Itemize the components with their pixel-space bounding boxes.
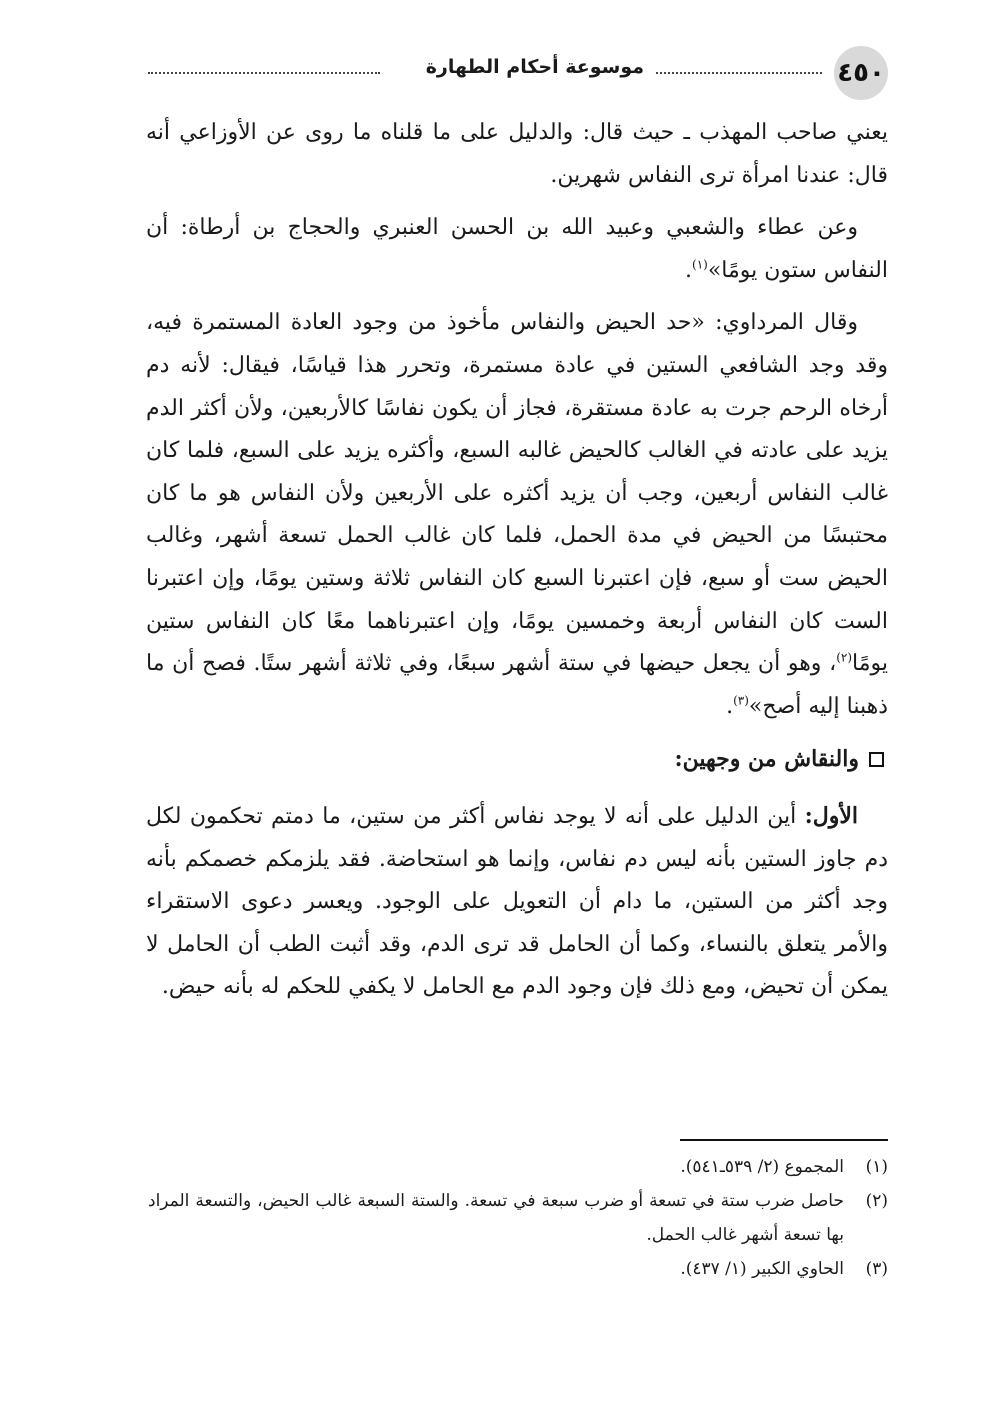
header-dotted-leader-left: [148, 72, 380, 74]
footnote-marker: (٢): [865, 1191, 888, 1211]
footnote-text: المجموع (٢/ ٥٣٩ـ٥٤١).: [680, 1157, 844, 1177]
discussion-heading: [146, 738, 888, 781]
paragraph: [146, 795, 888, 1009]
paragraph-text-continued: ، وهو أن يجعل حيضها في ستة أشهر سبعًا، وفي ثلاثة أشهر ستًا. فصح أن ما ذهبنا إليه أصح»: [146, 651, 888, 719]
footnote-ref[interactable]: (٣): [733, 693, 749, 708]
header-dotted-leader-right: [656, 72, 822, 74]
paragraph-end: .: [726, 693, 734, 719]
paragraph-end: .: [685, 257, 692, 283]
footnote-ref[interactable]: (١): [692, 257, 708, 272]
paragraph: [146, 302, 888, 728]
running-title: موسوعة أحكام الطهارة: [425, 56, 644, 78]
footnote-separator: [680, 1139, 888, 1141]
footnote-marker: (١): [865, 1157, 888, 1177]
discussion-heading-text: والنقاش من وجهين:: [674, 746, 859, 773]
paragraph: [146, 112, 888, 197]
page-header: [148, 46, 888, 98]
footnote-item: [148, 1252, 888, 1286]
paragraph-text: وعن عطاء والشعبي وعبيد الله بن الحسن العنبري والحجاج بن أرطاة: أن النفاس ستون يومًا»: [146, 215, 888, 283]
footnote-item: [148, 1184, 888, 1252]
footnote-text: الحاوي الكبير (١/ ٤٣٧).: [680, 1259, 844, 1279]
page-number-badge: ٤٥٠: [834, 46, 888, 100]
footnote-marker: (٣): [865, 1259, 888, 1279]
checkbox-icon: [869, 752, 884, 767]
paragraph-text: يعني صاحب المهذب ـ حيث قال: والدليل على ما قلناه ما روى عن الأوزاعي أنه قال: عندنا امرأة ترى النفاس شهرين.: [146, 120, 888, 188]
paragraph-text: أين الدليل على أنه لا يوجد نفاس أكثر من ستين، ما دمتم تحكمون لكل دم جاوز الستين بأنه ليس دم نفاس، وإنما هو استحاضة. فقد يلزمكم خصمكم بأنه وجد أكثر من الستين، ما دام أن التعويل على الوجود. ويعسر دعوى الاستقراء والأمر يتعلق بالنساء، وكما أن الحامل قد ترى الدم، وقد أثبت الطب أن الحامل لا يمكن أن تحيض، ومع ذلك فإن وجود الدم مع الحامل لا يكفي للحكم له بأنه حيض.: [146, 803, 889, 1000]
point-lead: الأول:: [804, 802, 858, 829]
footnote-item: [148, 1150, 888, 1184]
footnote-text: حاصل ضرب ستة في تسعة أو ضرب سبعة في تسعة. والستة السبعة غالب الحيض، والتسعة المراد بها تسعة أشهر غالب الحمل.: [148, 1191, 844, 1245]
paragraph-text: وقال المرداوي: «حد الحيض والنفاس مأخوذ من وجود العادة المستمرة فيه، وقد وجد الشافعي الستين في عادة مستمرة، وتحرر هذا قياسًا، فيقال: لأنه دم أرخاه الرحم جرت به عادة مستقرة، فجاز أن يكون نفاسًا كالأربعين، ولأن أكثر الدم يزيد على عادته في الغالب كالحيض غالبه السبع، وأكثره يزيد على السبع، فلما كان غالب النفاس أربعين، وجب أن يزيد أكثره على الأربعين ولأن النفاس هو ما كان محتبسًا من الحيض في مدة الحمل، فلما كان غالب الحمل تسعة أشهر، وغالب الحيض ست أو سبع، فإن اعتبرنا السبع كان النفاس ثلاثة وستين يومًا، وإن اعتبرنا الست كان النفاس أربعة وخمسين يومًا، وإن اعتبرناهما معًا كان النفاس ستين يومًا: [146, 310, 888, 677]
footnote-ref[interactable]: (٢): [836, 650, 853, 665]
footnotes: [148, 1150, 888, 1286]
paragraph: [146, 207, 888, 292]
main-text: [146, 112, 888, 1019]
